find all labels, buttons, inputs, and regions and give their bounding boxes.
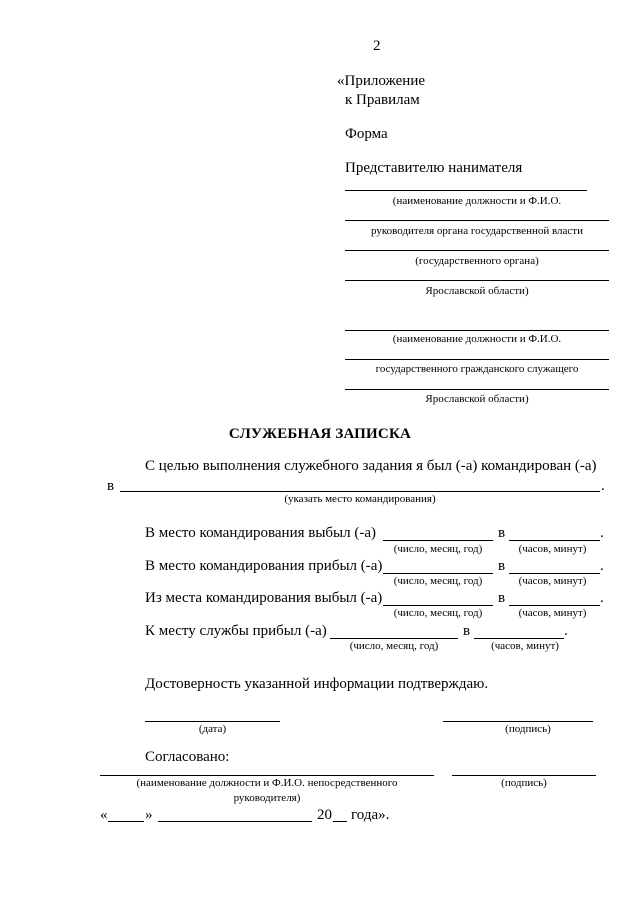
sender-caption-2: государственного гражданского служащего (375, 363, 579, 375)
signature-line[interactable] (443, 721, 593, 722)
intro-text: С целью выполнения служебного задания я был (-а) командирован (-а) (145, 458, 597, 474)
recipient-caption-3: (государственного органа) (415, 255, 539, 267)
row-dot: . (600, 525, 604, 541)
date-open-quote: « (100, 807, 108, 823)
date-caption: (число, месяц, год) (393, 575, 483, 587)
recipient-caption-4: Ярославской области) (425, 285, 529, 297)
time-caption: (часов, минут) (518, 543, 587, 555)
recipient-caption-1: (наименование должности и Ф.И.О. (392, 195, 562, 207)
recipient-line-1[interactable] (345, 190, 587, 191)
page-number: 2 (373, 38, 381, 54)
time-line[interactable] (509, 573, 600, 574)
in-prefix: в (107, 478, 115, 494)
recipient-line-2[interactable] (345, 220, 609, 221)
date-caption: (число, месяц, год) (393, 543, 483, 555)
sender-line-1[interactable] (345, 330, 609, 331)
date-signature-caption: (дата) (198, 723, 227, 735)
travel-row-label: В место командирования прибыл (-а) (145, 558, 383, 574)
recipient-line-3[interactable] (345, 250, 609, 251)
manager-name-caption: (наименование должности и Ф.И.О. непосредственного (136, 777, 398, 789)
travel-row-label: Из места командирования выбыл (-а) (145, 590, 383, 606)
time-caption: (часов, минут) (518, 575, 587, 587)
destination-caption: (указать место командирования) (284, 493, 436, 505)
manager-signature-caption: (подпись) (501, 777, 547, 789)
recipient-caption-2: руководителя органа государственной власти (371, 225, 583, 237)
row-dot: . (600, 590, 604, 606)
date-line[interactable] (383, 573, 493, 574)
signature-caption: (подпись) (505, 723, 551, 735)
day-line[interactable] (108, 821, 144, 822)
in-word: в (498, 590, 506, 606)
form-label: Форма (345, 126, 388, 142)
manager-signature-line[interactable] (452, 775, 596, 776)
time-line[interactable] (474, 638, 564, 639)
addressee-label: Представителю нанимателя (345, 160, 523, 176)
travel-row-label: В место командирования выбыл (-а) (145, 525, 377, 541)
date-caption: (число, месяц, год) (349, 640, 439, 652)
row-dot: . (600, 558, 604, 574)
row-dot: . (564, 623, 568, 639)
year-prefix: 20 (317, 807, 332, 823)
appendix-title: «Приложение (337, 73, 426, 89)
in-word: в (498, 525, 506, 541)
recipient-line-4[interactable] (345, 280, 609, 281)
manager-name-line[interactable] (100, 775, 434, 776)
destination-dot: . (601, 478, 605, 494)
document-title: СЛУЖЕБНАЯ ЗАПИСКА (228, 426, 412, 442)
date-line[interactable] (383, 540, 493, 541)
date-signature-line[interactable] (145, 721, 280, 722)
date-line[interactable] (383, 605, 493, 606)
sender-line-2[interactable] (345, 359, 609, 360)
date-line[interactable] (330, 638, 458, 639)
year-line[interactable] (333, 821, 347, 822)
travel-row-label: К месту службы прибыл (-а) (145, 623, 327, 639)
confirmation-text: Достоверность указанной информации подтверждаю. (145, 676, 489, 692)
time-caption: (часов, минут) (518, 607, 587, 619)
destination-line[interactable] (120, 491, 600, 492)
sender-caption-3: Ярославской области) (425, 393, 529, 405)
sender-caption-1: (наименование должности и Ф.И.О. (392, 333, 562, 345)
time-line[interactable] (509, 540, 600, 541)
in-word: в (463, 623, 471, 639)
in-word: в (498, 558, 506, 574)
date-close-quote: » (145, 807, 153, 823)
time-line[interactable] (509, 605, 600, 606)
approved-label: Согласовано: (145, 749, 230, 765)
appendix-subtitle: к Правилам (345, 92, 420, 108)
sender-line-3[interactable] (345, 389, 609, 390)
year-suffix: года». (351, 807, 390, 823)
manager-name-caption-2: руководителя) (233, 792, 301, 804)
date-caption: (число, месяц, год) (393, 607, 483, 619)
month-line[interactable] (158, 821, 312, 822)
time-caption: (часов, минут) (491, 640, 559, 652)
